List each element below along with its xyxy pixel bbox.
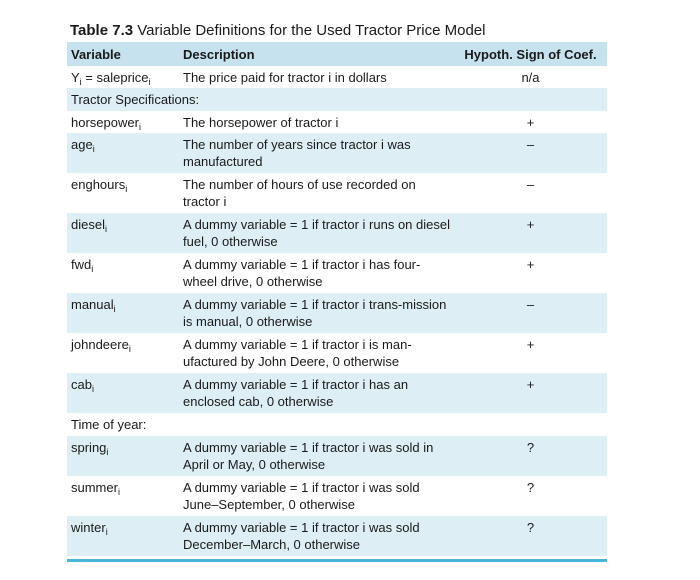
sign-cell: ?	[454, 516, 607, 556]
description-cell: A dummy variable = 1 if tractor i was sold December–March, 0 otherwise	[179, 516, 454, 556]
variable-name: fwd	[71, 257, 92, 272]
variable-cell	[67, 516, 179, 556]
description-cell: A dummy variable = 1 if tractor i is man-ufactured by John Deere, 0 otherwise	[183, 337, 412, 369]
variable-cell	[67, 293, 179, 333]
variable-cell	[67, 213, 179, 253]
table-row	[67, 66, 607, 88]
variable-subscript: i	[138, 122, 141, 132]
variable-subscript: i	[128, 344, 131, 354]
variable-name: cab	[71, 377, 92, 392]
variable-cell	[67, 476, 179, 516]
table-row	[67, 373, 607, 413]
sign-cell: ?	[526, 480, 535, 495]
table-body	[67, 66, 607, 556]
bottom-rule	[67, 559, 607, 562]
variable-subscript: i	[105, 527, 108, 537]
variable-cell	[67, 133, 179, 173]
variable-cell	[67, 111, 179, 133]
table-row	[67, 111, 607, 133]
variable-name: johndeere	[71, 337, 129, 352]
variable-subscript: i	[113, 304, 116, 314]
sign-cell: ?	[454, 436, 607, 476]
table-container	[67, 20, 607, 562]
sign-cell: n/a	[521, 70, 540, 85]
variable-subscript: i	[79, 77, 82, 87]
variable-subscript: i	[106, 447, 109, 457]
header-sign: Hypoth. Sign of Coef.	[454, 42, 607, 66]
description-cell: The price paid for tractor i in dollars	[183, 70, 387, 85]
header-row	[67, 42, 607, 66]
description-cell: A dummy variable = 1 if tractor i has four-wheel drive, 0 otherwise	[183, 257, 421, 289]
header-description: Description	[179, 42, 454, 66]
variable-subscript: i	[91, 264, 94, 274]
sign-cell: +	[526, 257, 535, 272]
variable-name: winter	[71, 520, 106, 535]
variable-subscript: i	[125, 184, 128, 194]
description-cell: The number of years since tractor i was manufactured	[179, 133, 454, 173]
variable-name: Y	[71, 70, 80, 85]
variable-name: enghours	[71, 177, 126, 192]
table-row	[67, 293, 607, 333]
variable-cell	[67, 173, 179, 213]
table-row	[67, 516, 607, 556]
variable-name: manual	[71, 297, 114, 312]
table-title-label: Table 7.3	[70, 22, 134, 39]
variable-name: spring	[71, 440, 107, 455]
table-row	[67, 173, 607, 213]
description-cell: A dummy variable = 1 if tractor i runs on diesel fuel, 0 otherwise	[179, 213, 454, 253]
variable-name: summer	[71, 480, 118, 495]
section-row	[67, 413, 607, 436]
variable-name: age	[71, 137, 93, 152]
section-row	[67, 88, 607, 111]
table-title-text: Variable Definitions for the Used Tractor Price Model	[137, 22, 486, 39]
sign-cell: +	[526, 337, 535, 352]
sign-cell: –	[454, 133, 607, 173]
variable-definitions-table	[67, 42, 607, 556]
sign-cell: +	[526, 115, 535, 130]
variable-subscript: i	[117, 487, 120, 497]
description-cell: A dummy variable = 1 if tractor i trans-mission is manual, 0 otherwise	[179, 293, 454, 333]
header-variable: Variable	[67, 42, 179, 66]
table-row	[67, 213, 607, 253]
variable-name: horsepower	[71, 115, 139, 130]
table-row	[67, 253, 607, 293]
variable-subscript: i	[92, 144, 95, 154]
table-row	[67, 436, 607, 476]
variable-name: diesel	[71, 217, 105, 232]
table-title	[67, 20, 607, 42]
sign-cell: +	[454, 373, 607, 413]
variable-cell	[67, 253, 179, 293]
variable-subscript: i	[148, 77, 151, 87]
variable-subscript: i	[104, 224, 107, 234]
section-label: Time of year:	[71, 417, 147, 432]
sign-cell: –	[454, 293, 607, 333]
variable-subscript: i	[91, 384, 94, 394]
description-cell: The number of hours of use recorded on tractor i	[183, 177, 416, 209]
description-cell: A dummy variable = 1 if tractor i was sold in April or May, 0 otherwise	[179, 436, 454, 476]
variable-cell	[67, 373, 179, 413]
table-row	[67, 333, 607, 373]
description-cell: A dummy variable = 1 if tractor i was sold June–September, 0 otherwise	[183, 480, 420, 512]
sign-cell: +	[454, 213, 607, 253]
description-cell: A dummy variable = 1 if tractor i has an enclosed cab, 0 otherwise	[179, 373, 454, 413]
table-row	[67, 133, 607, 173]
section-label: Tractor Specifications:	[67, 88, 607, 111]
variable-cell	[67, 66, 179, 88]
variable-suffix: = saleprice	[81, 70, 149, 85]
variable-cell	[67, 333, 179, 373]
variable-cell	[67, 436, 179, 476]
table-row	[67, 476, 607, 516]
sign-cell: –	[526, 177, 535, 192]
description-cell: The horsepower of tractor i	[183, 115, 339, 130]
